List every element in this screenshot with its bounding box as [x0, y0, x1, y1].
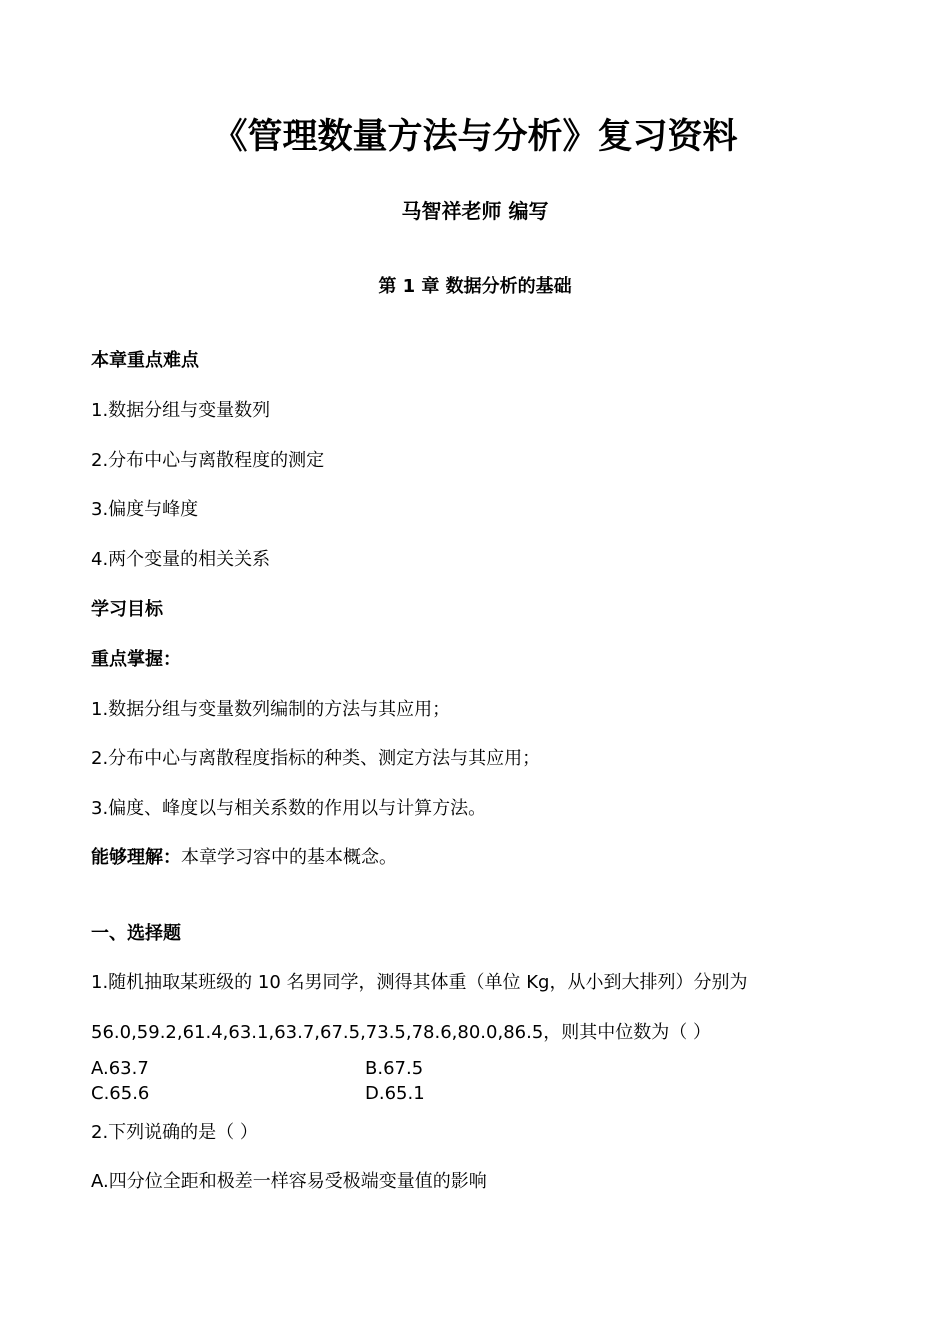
master-label: 重点掌握： [91, 649, 181, 670]
chapter-heading: 第 1 章 数据分析的基础 [378, 276, 572, 297]
question-1-option-c: C.65.6 [91, 1083, 150, 1104]
question-1-line-2: 56.0,59.2,61.4,63.1,63.7,67.5,73.5,78.6,80.0,86.5，则其中位数为（ ） [91, 1022, 711, 1043]
understand-text: 本章学习容中的基本概念。 [181, 847, 397, 868]
question-1-option-a: A.63.7 [91, 1058, 149, 1079]
question-2-stem: 2.下列说确的是（ ） [91, 1122, 258, 1143]
master-item: 1.数据分组与变量数列编制的方法与其应用； [91, 699, 451, 720]
understand-line [91, 847, 397, 869]
question-1-option-d: D.65.1 [365, 1083, 425, 1104]
key-point-item: 3.偏度与峰度 [91, 499, 199, 520]
key-point-item: 1.数据分组与变量数列 [91, 400, 271, 421]
question-1-option-b: B.67.5 [365, 1058, 424, 1079]
section-choice-heading: 一、选择题 [91, 923, 181, 944]
key-point-item: 4.两个变量的相关关系 [91, 549, 271, 570]
key-point-item: 2.分布中心与离散程度的测定 [91, 450, 325, 471]
objectives-heading: 学习目标 [91, 599, 163, 620]
document-author: 马智祥老师 编写 [401, 199, 549, 223]
question-2-option-a: A.四分位全距和极差一样容易受极端变量值的影响 [91, 1171, 487, 1192]
key-points-heading: 本章重点难点 [91, 350, 199, 371]
master-item: 3.偏度、峰度以与相关系数的作用以与计算方法。 [91, 798, 487, 819]
understand-label: 能够理解： [91, 847, 181, 868]
document-title: 《管理数量方法与分析》复习资料 [212, 117, 738, 157]
question-1-line-1: 1.随机抽取某班级的 10 名男同学，测得其体重（单位 Kg，从小到大排列）分别为 [91, 972, 748, 993]
master-item: 2.分布中心与离散程度指标的种类、测定方法与其应用； [91, 748, 541, 769]
